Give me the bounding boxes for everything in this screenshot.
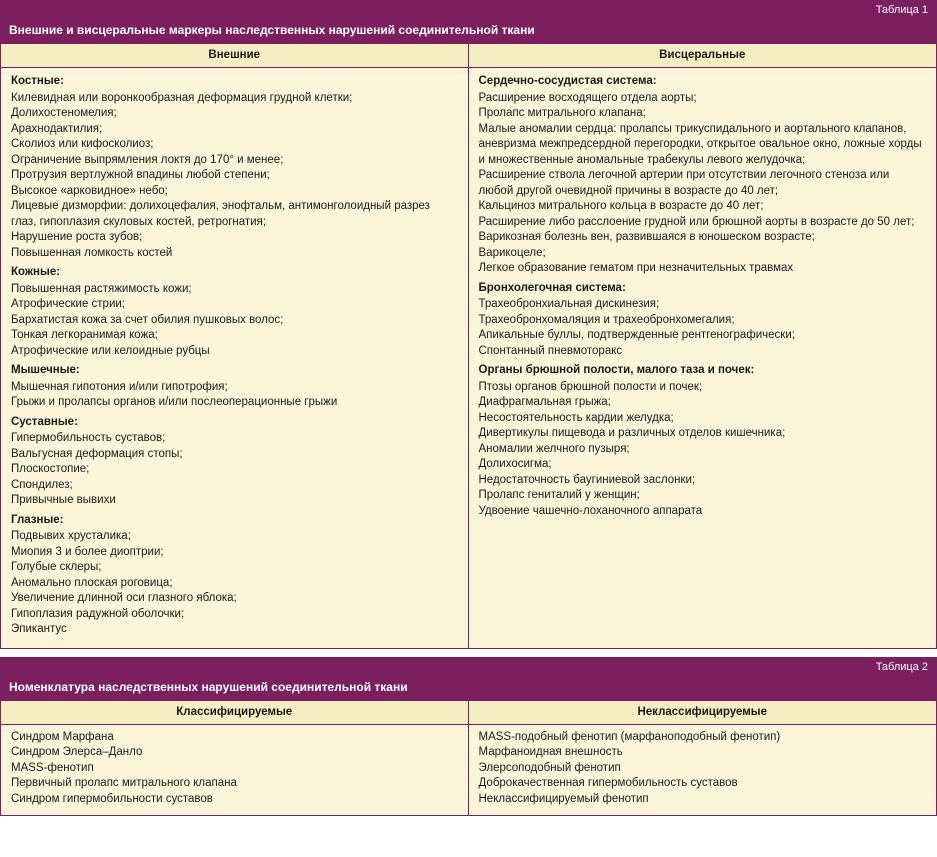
list-item: Повышенная ломкость костей <box>11 246 173 259</box>
list-item: Мышечная гипотония и/или гипотрофия; <box>11 380 228 393</box>
list-item: Тонкая легкоранимая кожа; <box>11 329 158 341</box>
list-item: Сколиоз или кифосколиоз; <box>11 138 154 150</box>
table-2-body <box>1 725 936 816</box>
table-2-caption: Таблица 2 <box>1 658 936 677</box>
list-item: Бархатистая кожа за счет обилия пушковых волос; <box>11 313 284 326</box>
list-item: Повышенная растяжимость кожи; <box>11 282 192 295</box>
list-item: Грыжи и пролапсы органов и/или послеоперационные грыжи <box>11 396 338 408</box>
group-heading: Костные: <box>11 75 64 87</box>
list-item: Атрофические стрии; <box>11 298 126 310</box>
table-2-header-right: Неклассифицируемые <box>637 705 767 718</box>
table-2 <box>0 657 937 817</box>
table-1-header-right: Висцеральные <box>659 49 746 61</box>
list-item: Диафрагмальная грыжа; <box>478 396 611 408</box>
list-item: Лицевые дизморфии: долихоцефалия, энофтальм, антимонголоидный разрез глаз, гипоплазия скуловых костей, ретрогнатия; <box>11 200 430 228</box>
table-2-header-left: Классифицируемые <box>1 701 469 724</box>
list-item: Спонтанный пневмоторакс <box>478 344 623 357</box>
table-1-column-headers <box>1 43 936 68</box>
list-item: Гипоплазия радужной оболочки; <box>11 607 185 620</box>
list-item: Кальциноз митрального кольца в возрасте до 40 лет; <box>478 200 764 212</box>
list-item: Варикозная болезнь вен, развившаяся в юношеском возрасте; <box>478 231 815 243</box>
list-item: Синдром Марфана <box>11 730 114 743</box>
list-item: Высокое «арковидное» небо; <box>11 184 168 197</box>
list-item: Эпикантус <box>11 623 67 635</box>
list-item: Долихосигма; <box>478 458 552 470</box>
list-item: Привычные вывихи <box>11 494 116 506</box>
list-item: Недостаточность баугиниевой заслонки; <box>478 473 696 486</box>
list-item: Расширение восходящего отдела аорты; <box>478 91 697 104</box>
list-item: Нарушение роста зубов; <box>11 231 143 243</box>
list-item: Протрузия вертлужной впадины любой степени; <box>11 169 270 181</box>
group-heading: Органы брюшной полости, малого таза и почек: <box>478 364 755 376</box>
list-item: Долихостеномелия; <box>11 107 117 119</box>
list-item: Птозы органов брюшной полости и почек; <box>478 380 703 393</box>
table-2-cell-classified <box>1 725 469 816</box>
list-item: Марфаноидная внешность <box>478 746 623 758</box>
list-item: Синдром Элерса–Данло <box>11 746 143 758</box>
list-item: Синдром гипермобильности суставов <box>11 792 213 805</box>
list-item: Аномалии желчного пузыря; <box>478 442 630 455</box>
list-item: Спондилез; <box>11 478 73 491</box>
list-item: Увеличение длинной оси глазного яблока; <box>11 592 237 604</box>
table-1-cell-external <box>1 68 469 648</box>
list-item: Гипермобильность суставов; <box>11 432 166 444</box>
list-item: Легкое образование гематом при незначительных травмах <box>478 262 794 274</box>
list-item: MASS-подобный фенотип (марфаноподобный фенотип) <box>478 730 781 743</box>
list-item: Плоскостопие; <box>11 463 90 475</box>
list-item: Голубые склеры; <box>11 561 102 573</box>
list-item: Аномально плоская роговица; <box>11 576 173 589</box>
group-heading: Глазные: <box>11 513 64 526</box>
list-item: Малые аномалии сердца: пролапсы трикуспидального и аортального клапанов, аневризма межпредсердной перегородки, открытое овальное окно, ложные хорды и множественные аномальные трабекулы левого желудочка; <box>478 122 922 166</box>
list-item: MASS-фенотип <box>11 761 94 774</box>
group-heading: Сердечно-сосудистая система: <box>478 75 657 87</box>
list-item: Расширение ствола легочной артерии при отсутствии легочного стеноза или любой другой очевидной причины в возрасте до 40 лет; <box>478 169 890 197</box>
list-item: Варикоцеле; <box>478 246 546 259</box>
group-heading: Суставные: <box>11 415 78 428</box>
table-1-header-left: Внешние <box>1 44 469 67</box>
list-item: Первичный пролапс митрального клапана <box>11 777 237 789</box>
table-2-column-headers <box>1 700 936 725</box>
group-heading: Бронхолегочная система: <box>478 281 626 294</box>
table-1-caption: Таблица 1 <box>1 1 936 20</box>
list-item: Доброкачественная гипермобильность суставов <box>478 777 738 789</box>
list-item: Пролапс митрального клапана; <box>478 107 646 119</box>
group-heading: Мышечные: <box>11 364 80 376</box>
list-item: Расширение либо расслоение грудной или брюшной аорты в возрасте до 50 лет; <box>478 215 915 228</box>
list-item: Миопия 3 и более диоптрии; <box>11 545 164 558</box>
list-item: Несостоятельность кардии желудка; <box>478 411 674 424</box>
list-item: Удвоение чашечно-лоханочного аппарата <box>478 504 703 517</box>
table-1-body <box>1 68 936 648</box>
table-1-title: Внешние и висцеральные маркеры наследственных нарушений соединительной ткани <box>1 20 936 43</box>
list-item: Подвывих хрусталика; <box>11 530 131 542</box>
list-item: Дивертикулы пищевода и различных отделов кишечника; <box>478 427 786 439</box>
list-item: Трахеобронхиальная дискинезия; <box>478 298 660 310</box>
list-item: Неклассифицируемый фенотип <box>478 792 649 805</box>
table-1-cell-visceral <box>469 68 937 648</box>
list-item: Трахеобронхомаляция и трахеобронхомегалия; <box>478 313 735 326</box>
table-2-title: Номенклатура наследственных нарушений соединительной ткани <box>1 677 936 700</box>
list-item: Апикальные буллы, подтвержденные рентгенографически; <box>478 329 795 341</box>
list-item: Арахнодактилия; <box>11 122 103 135</box>
list-item: Пролапс гениталий у женщин; <box>478 489 640 501</box>
list-item: Атрофические или келоидные рубцы <box>11 344 210 357</box>
list-item: Ограничение выпрямления локтя до 170° и менее; <box>11 153 284 166</box>
group-heading: Кожные: <box>11 266 61 278</box>
table-2-cell-unclassified <box>469 725 937 816</box>
list-item: Элерсоподобный фенотип <box>478 761 621 774</box>
list-item: Вальгусная деформация стопы; <box>11 447 183 460</box>
list-item: Килевидная или воронкообразная деформация грудной клетки; <box>11 91 353 104</box>
